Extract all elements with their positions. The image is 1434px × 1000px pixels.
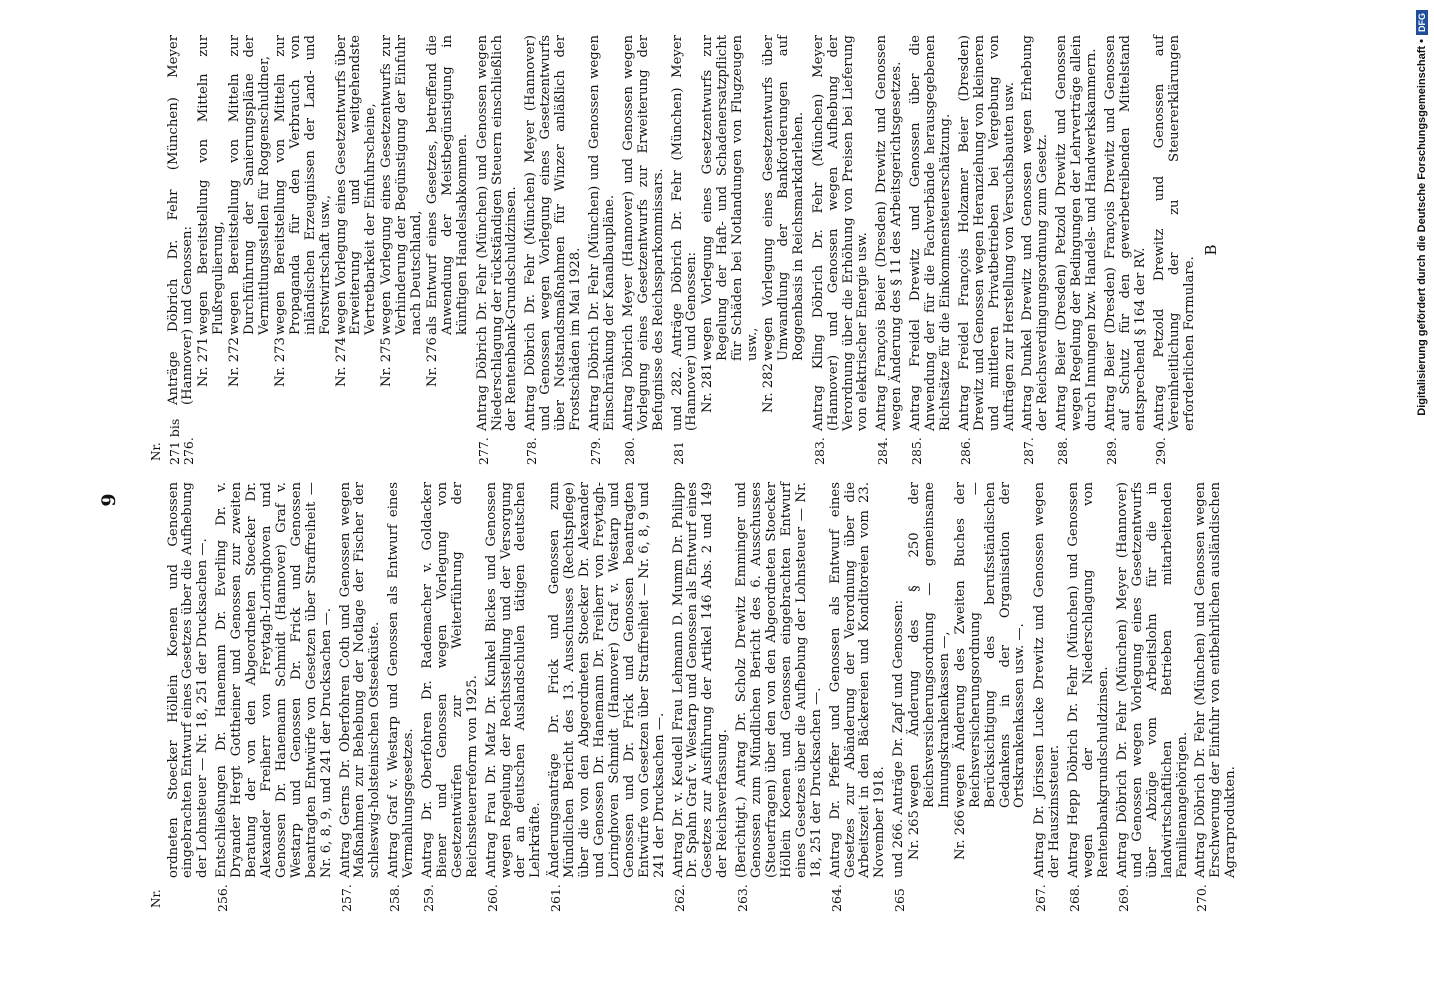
sub-entry (197, 35, 227, 387)
sub-entry (380, 35, 425, 387)
left-column (150, 482, 1243, 912)
entry-number: 283. (811, 437, 827, 465)
sub-entry-text: wegen Bereitstellung von Mitteln zur Propaganda für den Verbrauch von inländischen Erzeugnissen der Land- und Forstwirtschaft usw., (272, 35, 333, 335)
intro-text: ordneten Stoecker Höllein Koenen und Genossen eingebrachten Entwurf eines Gesetzes über die Aufhebung der Lohnsteuer — Nr. 18, 251 der Drucksachen —. (165, 482, 211, 878)
sub-entry (908, 482, 953, 860)
intro-entry (167, 482, 212, 912)
entry-number: 268. (1067, 884, 1083, 912)
entry-number: 264. (828, 884, 844, 912)
document-entry (812, 35, 872, 465)
right-column (150, 35, 1220, 465)
entry-text: Antrag Döbrich Meyer (Hannover) und Genossen wegen Vorlegung eines Gesetzentwurfs zur Erweiterung der Befugnisse des Reichssparkommissars. (620, 35, 666, 431)
entry-number: 257. (338, 884, 354, 912)
entry-text: Antrag Frau Dr. Matz Dr. Kunkel Bickes und Genossen wegen Regelung der Rechtsstellung und der Versorgung der an deutschen Auslandschulen tätigen deutschen Lehrkräfte. (483, 482, 544, 878)
entry-number: 265 (892, 888, 908, 912)
entry-number: 280. (621, 437, 637, 465)
document-entry (735, 482, 824, 912)
entry-number: 267. (1033, 884, 1049, 912)
sub-entry (954, 482, 1029, 860)
document-entry (1055, 35, 1100, 465)
document-entry (1067, 482, 1112, 912)
document-entry (1153, 35, 1198, 465)
entry-text: und 282. Anträge Döbrich Dr. Fehr (München) Meyer (Hannover) und Genossen: (669, 35, 700, 431)
sub-entry-number: Nr. 271 (196, 337, 212, 387)
entry-text: Antrag Beier (Dresden) Petzold Drewitz und Genossen wegen Regelung der Bedingungen der Lehrverträge allein durch Innungen bzw. Handels- und Handwerkskammern. (1054, 35, 1100, 431)
entry-number: 256. (215, 884, 231, 912)
entry-number: 271 bis 276. (166, 418, 196, 465)
document-entry (958, 35, 1018, 465)
document-entry (909, 35, 954, 465)
document-entry (1033, 482, 1063, 912)
sub-entry (274, 35, 334, 387)
entry-number: 278. (524, 437, 540, 465)
document-entry (387, 482, 417, 912)
document-entry (588, 35, 618, 465)
sub-entry (335, 35, 380, 387)
entry-text: Antrag Freidel Drewitz und Genossen über die Anwendung der für die Fachverbände herausgegebenen Richtsätze für die Einkommensteuerschätzung. (908, 35, 953, 431)
entry-text: Antrag Döbrich Dr. Fehr (München) und Genossen wegen Erschwerung der Einfuhr von entbehrlichen ausländischen Agrarprodukten. (1193, 482, 1239, 878)
entry-text: Antrag Dr. v. Keudell Frau Lehmann D. Mumm Dr. Philipp Dr. Spahn Graf v. Westarp und Genossen als Entwurf eines Gesetzes zur Ausführung der Artikel 146 Abs. 2 und 149 der Reichsverfassung. (670, 482, 731, 878)
document-entry (1116, 482, 1191, 912)
dfg-sidebar (1410, 0, 1434, 1000)
entry-number: 289. (1104, 437, 1120, 465)
entry-number: 288. (1055, 437, 1071, 465)
entry-number: 290. (1152, 437, 1168, 465)
document-entry (875, 35, 905, 465)
entry-text: Antrag Döbrich Dr. Fehr (München) und Genossen wegen Niederschlagung der rückständigen Steuern einschließlich der Rentenbank-Grundschuldzinsen. (474, 35, 520, 431)
left-entry-list (215, 482, 1239, 912)
entry-number: 258. (387, 884, 403, 912)
entry-number: 277. (475, 437, 491, 465)
sub-entry-number: Nr. 281 (700, 363, 716, 413)
entry-text: Antrag Döbrich Dr. Fehr (München) Meyer (Hannover) und Genossen wegen Vorlegung eines Gesetzentwurfs über Abzüge vom Arbeitslohn für die in landwirtschaftlichen Betrieben mitarbeitenden Familienangehörigen. (1114, 482, 1190, 878)
entry-text: Antrag Gerns Dr. Oberfohren Coth und Genossen wegen Maßnahmen zur Behebung der Notlage der Fischer der schleswig-holsteinischen Ostseeküste. (337, 482, 383, 878)
document-entry (892, 482, 1029, 912)
document-entry (167, 35, 472, 465)
page-number: 9 (98, 493, 120, 507)
entry-number: 261. (548, 884, 564, 912)
sidebar-text: Digitalisierung gefördert durch die Deutsche Forschungsgemeinschaft • (1416, 39, 1428, 416)
entry-text: Änderungsanträge Dr. Frick und Genossen zum Mündlichen Bericht des 13. Ausschusses (Rechtspflege) über die von den Abgeordneten Stoecker Dr. Alexander und Genossen Dr. Hanemann Dr. Freiherr von Freytagh-Loringhoven Schmidt (Hannover) Graf v. Westarp und Genossen und Dr. Frick und Genossen beantragten Entwürfe von Gesetzen über Straffreiheit — Nr. 6, 8, 9 und 241 der Drucksachen —. (547, 482, 667, 878)
document-entry (622, 35, 667, 465)
document-entry (1194, 482, 1239, 912)
document-entry (1104, 35, 1149, 465)
entry-text: Antrag Hepp Döbrich Dr. Fehr (München) und Genossen wegen der Niederschlagung von Rentenbankgrundschuldzinsen. (1066, 482, 1112, 878)
sub-entry-text: wegen Vorlegung eines Gesetzentwurfs über Erweiterung und weitgehendste Vertretbarkeit der Einfuhrscheine, (333, 35, 379, 335)
sub-entry-text: wegen Bereitstellung von Mitteln zur Durchführung der Sanierungspläne der Vermittlungsstellen für Roggenschuldner, (227, 35, 272, 335)
sub-entry-text: wegen Bereitstellung von Mitteln zur Flußregulierung, (196, 35, 227, 335)
sub-entry-text: als Entwurf eines Gesetzes, betreffend die Anwendung der Meistbegünstigung in künftigen Handelsabkommen. (424, 35, 470, 335)
entry-number: 263. (735, 884, 751, 912)
entry-text: Entschließungen Dr. Hanemann Dr. Everling Dr. v. Dryander Hergt Gottheiner und Genossen zur zweiten Beratung der von den Abgeordneten Stoecker Dr. Alexander Freiherr von Freytagh-Loringhoven und Genossen Dr. Hanemann Schmidt (Hannover) Graf v. Westarp und Genossen Dr. Frick und Genossen beantragten Entwürfe von Gesetzen über Straffreiheit — Nr. 6, 8, 9, und 241 der Drucksachen —. (214, 482, 334, 878)
entry-text: Antrag Dr. Jörissen Lucke Drewitz und Genossen wegen der Hauszinssteuer. (1032, 482, 1063, 878)
sub-entry-text: wegen Änderung des Zweiten Buches der Reichsversicherungsordnung — Berücksichtigung des berufsständischen Gedankens in der Organisation der Ortskrankenkassen usw. —. (952, 482, 1028, 808)
entry-text: und 266. Anträge Dr. Zapf und Genossen: (891, 599, 907, 878)
entry-text: Antrag Petzold Drewitz und Genossen auf Vereinheitlichung der zu Steuererklärungen erforderlichen Formulare. (1151, 35, 1197, 431)
entry-number: 279. (588, 437, 604, 465)
document-entry (524, 35, 584, 465)
document-entry (476, 35, 521, 465)
document-entry (548, 482, 667, 912)
entry-text: Anträge Döbrich Dr. Fehr (München) Meyer (Hannover) und Genossen: (165, 35, 196, 405)
sub-entry-number: Nr. 266 (952, 810, 968, 860)
document-entry (339, 482, 384, 912)
entry-text: Antrag Dr. Oberfohren Dr. Rademacher v. Goldacker Biener und Genossen wegen Vorlegung von Gesetzentwürfen zur Weiterführung der Reichssteuerreform von 1925. (420, 482, 480, 878)
entry-text: Antrag Döbrich Dr. Fehr (München) und Genossen wegen Einschränkung der Kanalbaupläne. (587, 35, 617, 431)
sub-entry (228, 35, 273, 387)
sub-entry-number: Nr. 273 (272, 337, 288, 387)
entry-text: (Berichtigt.) Antrag Dr. Scholz Drewitz Emminger und Genossen zum Mündlichen Bericht des 6. Ausschusses (Steuerfragen) über den von den Abgeordneten Stoecker Höllein Koenen und Genossen eingebrachten Entwurf eines Gesetzes über die Aufhebung der Lohnsteuer — Nr. 18, 251 der Drucksachen —. (734, 482, 824, 878)
sub-entry-text: wegen Vorlegung eines Gesetzentwurfs zur Regelung der Haft- und Schadenersatzpflicht für Schäden bei Notlandungen von Flugzeugen usw., (700, 35, 761, 361)
entry-number: 287. (1021, 437, 1037, 465)
footer-mark: B (1202, 244, 1221, 256)
sub-entry-number: Nr. 274 (333, 337, 349, 387)
right-entry-list (167, 35, 1198, 465)
nr-heading: Nr. (149, 889, 163, 908)
entry-text: Antrag Beier (Dresden) François Drewitz und Genossen auf Schutz für den gewerbetreibenden Mittelstand entsprechend § 164 der RV. (1103, 35, 1148, 431)
entry-text: Antrag Döbrich Dr. Fehr (München) Meyer (Hannover) und Genossen wegen Vorlegung eines Gesetzentwurfs über Notstandsmaßnahmen für Winzer anläßlich der Frostschäden im Mai 1928. (523, 35, 584, 431)
entry-number: 284. (875, 437, 891, 465)
document-entry (672, 482, 732, 912)
nr-heading: Nr. (149, 442, 163, 461)
document-entry (215, 482, 334, 912)
sub-entry-number: Nr. 282 (760, 363, 776, 413)
entry-text: Antrag Kling Döbrich Dr. Fehr (München) Meyer (Hannover) und Genossen wegen Aufhebung der Verordnung über die Erhöhung von Preisen bei Lieferung von elektrischer Energie usw. (810, 35, 871, 431)
entry-number: 286. (957, 437, 973, 465)
sub-entry-text: wegen Vorlegung eines Gesetzentwurfs zur Verhinderung der Begünstigung der Einfuhr nach Deutschland, (379, 35, 425, 335)
entry-text: Antrag François Beier (Dresden) Drewitz und Genossen wegen Änderung des § 11 des Arbeitsgerichtsgesetzes. (874, 35, 905, 431)
document-entry (421, 482, 481, 912)
entry-text: Antrag Dunkel Drewitz und Genossen wegen Erhebung der Reichsverdingungsordnung zum Gesetz. (1020, 35, 1051, 431)
entry-number: 259. (421, 884, 437, 912)
document-entry (829, 482, 889, 912)
entry-number: 262. (671, 884, 687, 912)
document-entry (1021, 35, 1051, 465)
document-entry (485, 482, 545, 912)
entry-number: 269. (1115, 884, 1131, 912)
entry-text: Antrag Graf v. Westarp und Genossen als Entwurf eines Vermahlungsgesetzes. (386, 482, 417, 878)
sub-entry (426, 35, 471, 387)
sub-entry-number: Nr. 276 (424, 337, 440, 387)
sub-entry-number: Nr. 265 (907, 810, 923, 860)
sub-entry-number: Nr. 275 (379, 337, 395, 387)
sub-entry-text: wegen Vorlegung eines Gesetzentwurfs über Umwandlung der Bankforderungen auf Roggenbasis in Reichsmarkdarlehen. (760, 35, 806, 361)
sub-entry-text: wegen Änderung des § 250 der Reichsversicherungsordnung — gemeinsame Innungskrankenkassen —, (907, 482, 952, 808)
sub-entry (701, 35, 761, 413)
entry-text: Antrag Dr. Pfeffer und Genossen als Entwurf eines Gesetzes zur Abänderung der Verordnung über die Arbeitszeit in den Bäckereien und Konditoreien vom 23. November 1918. (827, 482, 888, 878)
entry-number: 281 (670, 441, 686, 465)
sub-entry-number: Nr. 272 (227, 337, 243, 387)
entry-text: Antrag Freidel François Holzamer Beier (Dresden) Drewitz und Genossen wegen Heranziehung von kleineren und mittleren Privatbetrieben bei Vergebung von Aufträgen zur Herstellung von Versuchsbauten usw. (956, 35, 1017, 431)
dfg-logo: DFG (1416, 10, 1428, 35)
document-entry (671, 35, 808, 465)
entry-number: 260. (484, 884, 500, 912)
entry-number: 270. (1194, 884, 1210, 912)
entry-number: 285. (909, 437, 925, 465)
sub-entry (762, 35, 807, 413)
